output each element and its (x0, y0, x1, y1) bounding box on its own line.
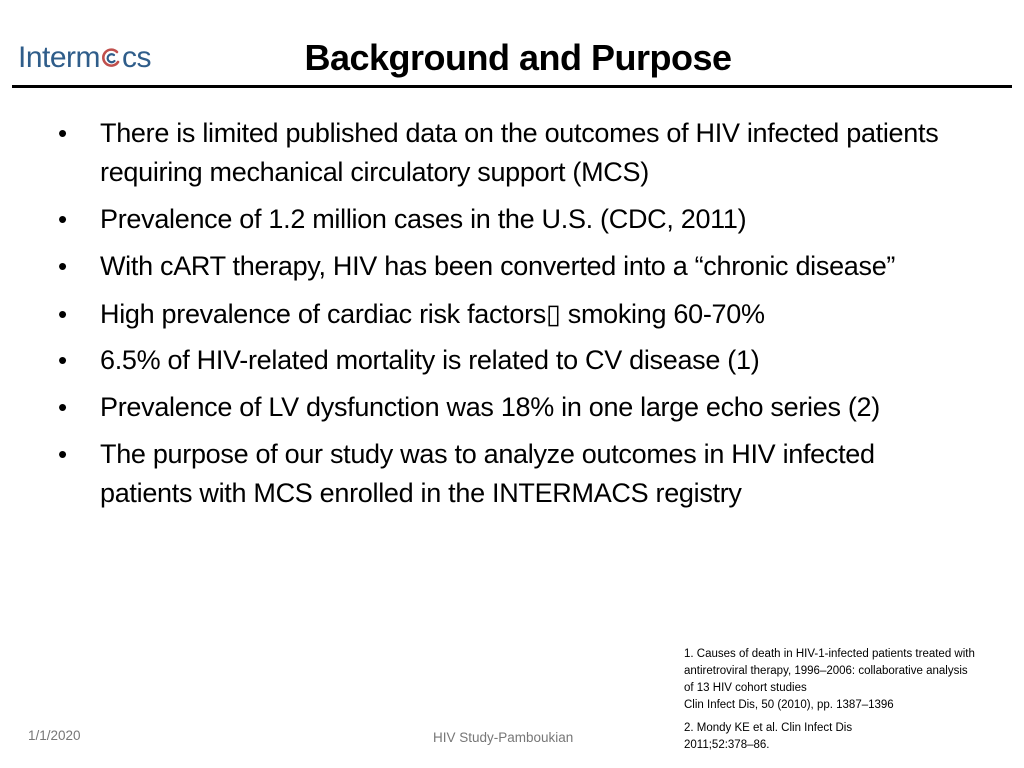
bullet-text: With cART therapy, HIV has been converted into a “chronic disease” (100, 251, 896, 281)
reference-line: of 13 HIV cohort studies (684, 682, 807, 694)
bullet-dot-icon: • (58, 204, 67, 234)
references (684, 646, 1019, 754)
bullet-dot-icon: • (58, 251, 67, 281)
logo-swirl-icon (100, 38, 122, 78)
bullet-dot-icon: • (58, 299, 67, 329)
bullet-item (0, 388, 1024, 427)
footer-date: 1/1/2020 (28, 728, 81, 743)
reference-2 (684, 720, 1019, 754)
intermacs-logo (18, 38, 151, 78)
bullet-item (0, 435, 1024, 513)
reference-line: antiretroviral therapy, 1996–2006: collaborative analysis (684, 665, 968, 677)
bullet-item (0, 247, 1024, 286)
bullet-text: Prevalence of 1.2 million cases in the U.S. (CDC, 2011) (100, 204, 747, 234)
bullet-dot-icon: • (58, 392, 67, 422)
reference-1 (684, 646, 1019, 714)
bullet-list (0, 114, 1024, 513)
bullet-text: There is limited published data on the outcomes of HIV infected patients requiring mechanical circulatory support (MCS) (100, 118, 939, 187)
reference-line: 2011;52:378–86. (684, 739, 770, 751)
footer-title: HIV Study-Pamboukian (433, 730, 574, 745)
bullet-dot-icon: • (58, 118, 67, 148)
bullet-item (0, 114, 1024, 192)
logo-text-end: cs (122, 41, 152, 74)
title-divider (12, 85, 1012, 88)
slide-title: Background and Purpose (304, 37, 732, 78)
bullet-dot-icon: • (58, 345, 67, 375)
bullet-text: The purpose of our study was to analyze outcomes in HIV infected patients with MCS enrolled in the INTERMACS registry (100, 439, 875, 508)
bullet-item (0, 341, 1024, 380)
reference-line: 2. Mondy KE et al. Clin Infect Dis (684, 722, 853, 734)
bullet-text: 6.5% of HIV-related mortality is related to CV disease (1) (100, 345, 760, 375)
bullet-text: Prevalence of LV dysfunction was 18% in one large echo series (2) (100, 392, 880, 422)
logo-text-start: Interm (18, 41, 101, 74)
bullet-text: High prevalence of cardiac risk factors▯ smoking 60-70% (100, 299, 765, 329)
bullet-dot-icon: • (58, 439, 67, 469)
bullet-item (0, 295, 1024, 334)
bullet-item (0, 200, 1024, 239)
reference-line: 1. Causes of death in HIV-1-infected patients treated with (684, 648, 975, 660)
reference-line: Clin Infect Dis, 50 (2010), pp. 1387–1396 (684, 699, 894, 711)
